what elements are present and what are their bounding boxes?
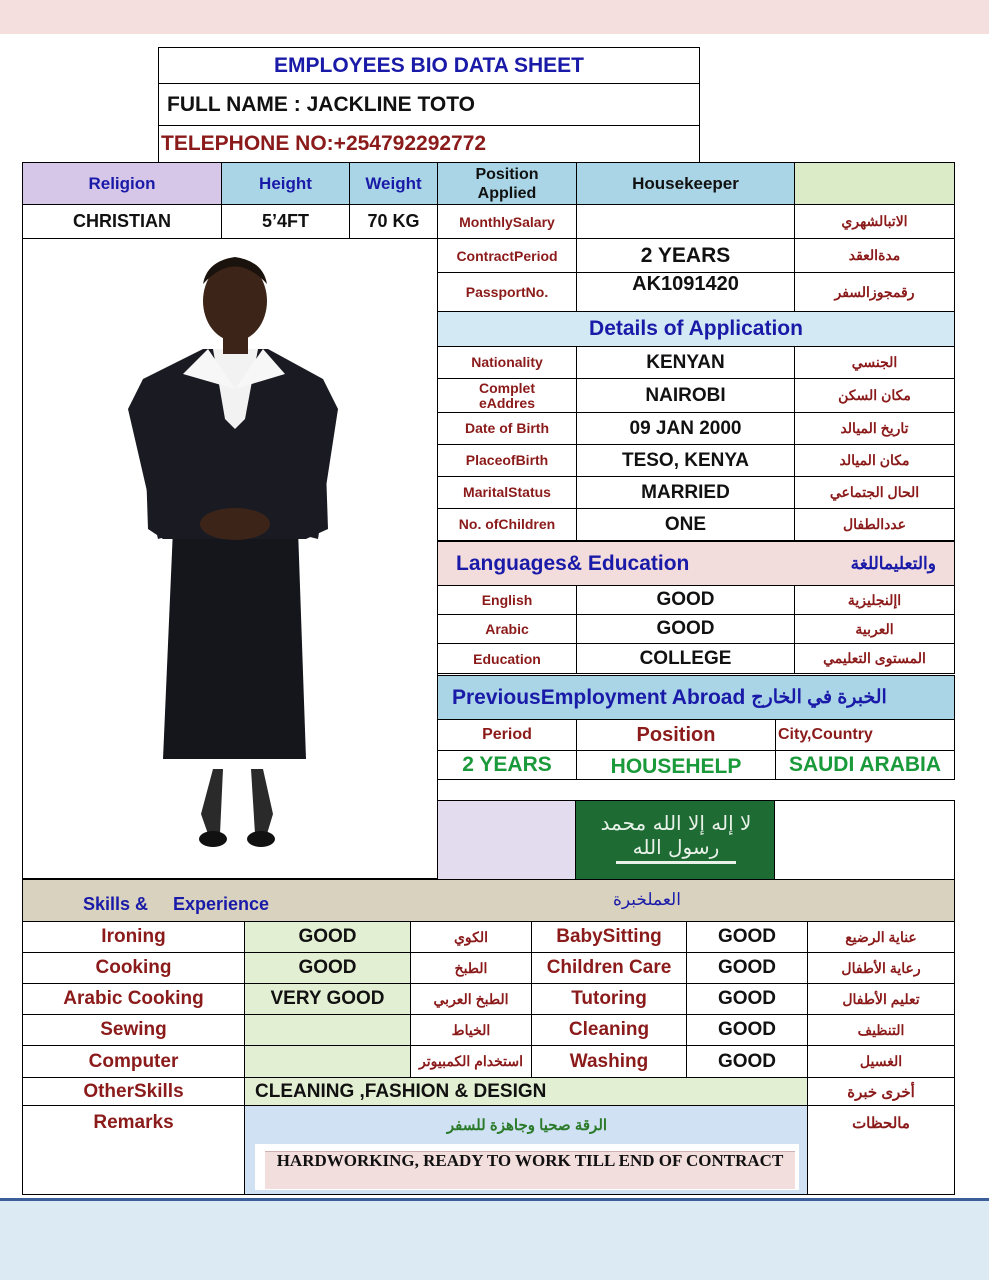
application-arabic-cell	[794, 378, 955, 413]
religion-value: CHRISTIAN	[22, 204, 222, 239]
skill-arabic: الخياط	[451, 1021, 491, 1038]
application-arabic-cell	[794, 444, 955, 477]
application-label-cell	[437, 346, 577, 379]
skill-level-cell	[686, 921, 808, 953]
sword-icon	[616, 861, 736, 864]
skill-arabic-cell	[807, 983, 955, 1015]
position-header: Position Applied	[437, 162, 577, 205]
remarks-arabic-note: الرقة صحيا وجاهزة للسفر	[446, 1117, 608, 1134]
period-value: 2 YEARS	[437, 750, 577, 780]
passport-arabic: رقمجوزالسفر	[794, 272, 955, 312]
skill-arabic: عناية الرضيع	[845, 928, 917, 945]
passport-label: PassportNo.	[437, 272, 577, 312]
skill-name-cell	[22, 921, 245, 953]
application-arabic: الجنسي	[851, 354, 898, 370]
application-label: Complet eAddres	[478, 379, 536, 411]
photo-frame	[22, 238, 438, 879]
application-value-cell	[576, 444, 795, 477]
skill-level-cell	[686, 1014, 808, 1046]
language-value-cell	[576, 643, 795, 674]
contract-label: ContractPeriod	[437, 238, 577, 273]
skill-level: GOOD	[717, 1050, 777, 1072]
language-arabic-cell	[794, 585, 955, 615]
language-arabic-cell	[794, 643, 955, 674]
application-arabic: عددالطفال	[842, 516, 907, 532]
skill-name-cell	[531, 921, 687, 953]
languages-heading: Languages& Education والتعليماللغة	[437, 541, 955, 586]
language-label: Arabic	[485, 621, 529, 637]
skill-name: Ironing	[101, 926, 166, 947]
flag-inscription: لا إله إلا الله محمد رسول الله	[600, 811, 752, 859]
skill-level-cell	[244, 1014, 411, 1046]
skill-level: GOOD	[717, 957, 777, 978]
application-label: Date of Birth	[465, 420, 549, 436]
position-value: Housekeeper	[576, 162, 795, 205]
skill-arabic-cell	[410, 983, 532, 1015]
application-arabic-cell	[794, 412, 955, 445]
application-label-cell	[437, 508, 577, 541]
contract-arabic: مدةالعقد	[794, 238, 955, 273]
language-value-cell	[576, 585, 795, 615]
skill-name-cell	[22, 1014, 245, 1046]
height-header: Height	[221, 162, 350, 205]
skill-name: Arabic Cooking	[63, 988, 204, 1009]
full-name: FULL NAME : JACKLINE TOTO	[167, 92, 476, 116]
application-label: Nationality	[471, 354, 543, 370]
remarks-text: HARDWORKING, READY TO WORK TILL END OF CONTRACT	[276, 1151, 784, 1170]
application-arabic-cell	[794, 508, 955, 541]
skill-level-cell	[686, 1045, 808, 1078]
skill-arabic-cell	[807, 1045, 955, 1078]
language-arabic: المستوى التعليمي	[823, 650, 926, 666]
skill-arabic-cell	[410, 1014, 532, 1046]
language-value: GOOD	[656, 618, 715, 639]
salary-label: MonthlySalary	[437, 204, 577, 239]
skill-arabic: التنظيف	[857, 1021, 905, 1038]
application-label-cell	[437, 412, 577, 445]
application-value: KENYAN	[646, 351, 725, 373]
language-value: COLLEGE	[639, 647, 732, 669]
skill-level: GOOD	[717, 1019, 777, 1040]
skill-name: Cooking	[95, 957, 172, 978]
skill-name-cell	[22, 1045, 245, 1078]
language-arabic-cell	[794, 614, 955, 644]
application-label: MaritalStatus	[463, 484, 551, 500]
employee-photo	[23, 239, 437, 878]
skill-level: GOOD	[298, 926, 357, 947]
telephone-row	[158, 125, 700, 163]
bottom-band	[0, 1201, 989, 1280]
skill-name: Cleaning	[568, 1019, 650, 1040]
salary-arabic: الاتبالشهري	[794, 204, 955, 239]
application-value: NAIROBI	[645, 384, 726, 406]
passport-value: AK1091420	[576, 272, 795, 312]
application-arabic: الحال الجتماعي	[829, 484, 920, 500]
remarks-body	[244, 1105, 808, 1195]
top-band	[0, 0, 989, 34]
skill-arabic-cell	[410, 1045, 532, 1078]
skill-level: GOOD	[717, 926, 777, 947]
skill-arabic: استخدام الكمبيوتر	[419, 1053, 523, 1069]
skill-level-cell	[244, 921, 411, 953]
other-skills-label: OtherSkills	[22, 1077, 245, 1106]
application-label: No. ofChildren	[458, 516, 556, 532]
application-arabic: مكان السكن	[838, 387, 911, 403]
skill-arabic: تعليم الأطفال	[842, 990, 920, 1007]
skill-name: Children Care	[546, 957, 672, 978]
skill-arabic: الطبخ العربي	[433, 990, 509, 1007]
other-skills-value: CLEANING ,FASHION & DESIGN	[244, 1077, 808, 1106]
language-label-cell	[437, 643, 577, 674]
language-arabic: اإلنجليزية	[847, 591, 902, 608]
skill-arabic-cell	[410, 921, 532, 953]
skill-level-cell	[244, 952, 411, 984]
application-arabic: تاريخ الميالد	[840, 420, 909, 436]
title-text: EMPLOYEES BIO DATA SHEET	[274, 53, 584, 77]
skill-level-cell	[244, 1045, 411, 1078]
position-value-employment: HOUSEHELP	[576, 750, 776, 780]
remarks-label-cell: Remarks	[22, 1105, 245, 1195]
application-value-cell	[576, 476, 795, 509]
skill-name-cell	[22, 952, 245, 984]
remarks-arabic-cell: مالحظات	[807, 1105, 955, 1195]
language-label-cell	[437, 585, 577, 615]
position-label: Position	[576, 719, 776, 751]
city-label: City,Country	[775, 719, 955, 751]
language-arabic: العربية	[855, 620, 894, 637]
skill-name: Sewing	[100, 1019, 167, 1040]
skill-name: Washing	[569, 1050, 649, 1072]
skill-name: BabySitting	[556, 926, 662, 947]
application-value-cell	[576, 412, 795, 445]
language-value-cell	[576, 614, 795, 644]
application-label-cell	[437, 476, 577, 509]
application-arabic-cell	[794, 346, 955, 379]
skill-level: VERY GOOD	[270, 988, 385, 1009]
application-value-cell	[576, 378, 795, 413]
page-title	[158, 47, 700, 84]
application-label: PlaceofBirth	[465, 452, 549, 468]
height-value: 5’4FT	[221, 204, 350, 239]
language-label-cell	[437, 614, 577, 644]
skill-name: Tutoring	[571, 988, 647, 1009]
application-arabic: مكان الميالد	[839, 452, 910, 468]
skill-level: GOOD	[298, 957, 357, 978]
skill-arabic: الغسيل	[859, 1053, 903, 1069]
position-extra	[794, 162, 955, 205]
skill-arabic: رعاية الأطفال	[841, 959, 921, 976]
skill-name-cell	[531, 1014, 687, 1046]
saudi-flag	[575, 801, 775, 879]
skill-arabic-cell	[410, 952, 532, 984]
telephone: TELEPHONE NO:+254792292772	[161, 132, 487, 155]
application-value: ONE	[664, 513, 707, 535]
application-value: MARRIED	[641, 481, 730, 503]
skills-heading: Skills & Experience العملخبرة	[22, 879, 955, 922]
religion-header: Religion	[22, 162, 222, 205]
flag-left-fill	[438, 801, 575, 879]
skill-level-cell	[686, 952, 808, 984]
skill-name-cell	[531, 952, 687, 984]
application-value-cell	[576, 346, 795, 379]
skill-level: GOOD	[717, 988, 777, 1009]
application-label-cell	[437, 378, 577, 413]
application-value: 09 JAN 2000	[629, 417, 742, 439]
language-label: English	[481, 592, 533, 608]
language-value: GOOD	[656, 589, 715, 610]
full-name-row	[158, 83, 700, 126]
skill-arabic: الطبخ	[454, 959, 488, 976]
application-value: TESO, KENYA	[621, 449, 750, 471]
application-value-cell	[576, 508, 795, 541]
period-label: Period	[437, 719, 577, 751]
skill-arabic-cell	[807, 1014, 955, 1046]
employment-heading: PreviousEmployment Abroad الخبرة في الخارج	[437, 675, 955, 720]
other-skills-arabic: أخرى خبرة	[807, 1077, 955, 1106]
application-arabic-cell	[794, 476, 955, 509]
weight-header: Weight	[349, 162, 438, 205]
skill-level-cell	[686, 983, 808, 1015]
application-label-cell	[437, 444, 577, 477]
skill-arabic-cell	[807, 921, 955, 953]
skill-name: Computer	[88, 1050, 179, 1072]
application-heading: Details of Application	[437, 311, 955, 347]
skill-name-cell	[22, 983, 245, 1015]
contract-value: 2 YEARS	[576, 238, 795, 273]
city-value: SAUDI ARABIA	[775, 750, 955, 780]
skill-arabic: الكوي	[453, 928, 489, 945]
weight-value: 70 KG	[349, 204, 438, 239]
skill-level-cell	[244, 983, 411, 1015]
skill-name-cell	[531, 1045, 687, 1078]
language-label: Education	[473, 650, 541, 667]
salary-value	[576, 204, 795, 239]
skill-arabic-cell	[807, 952, 955, 984]
skill-name-cell	[531, 983, 687, 1015]
